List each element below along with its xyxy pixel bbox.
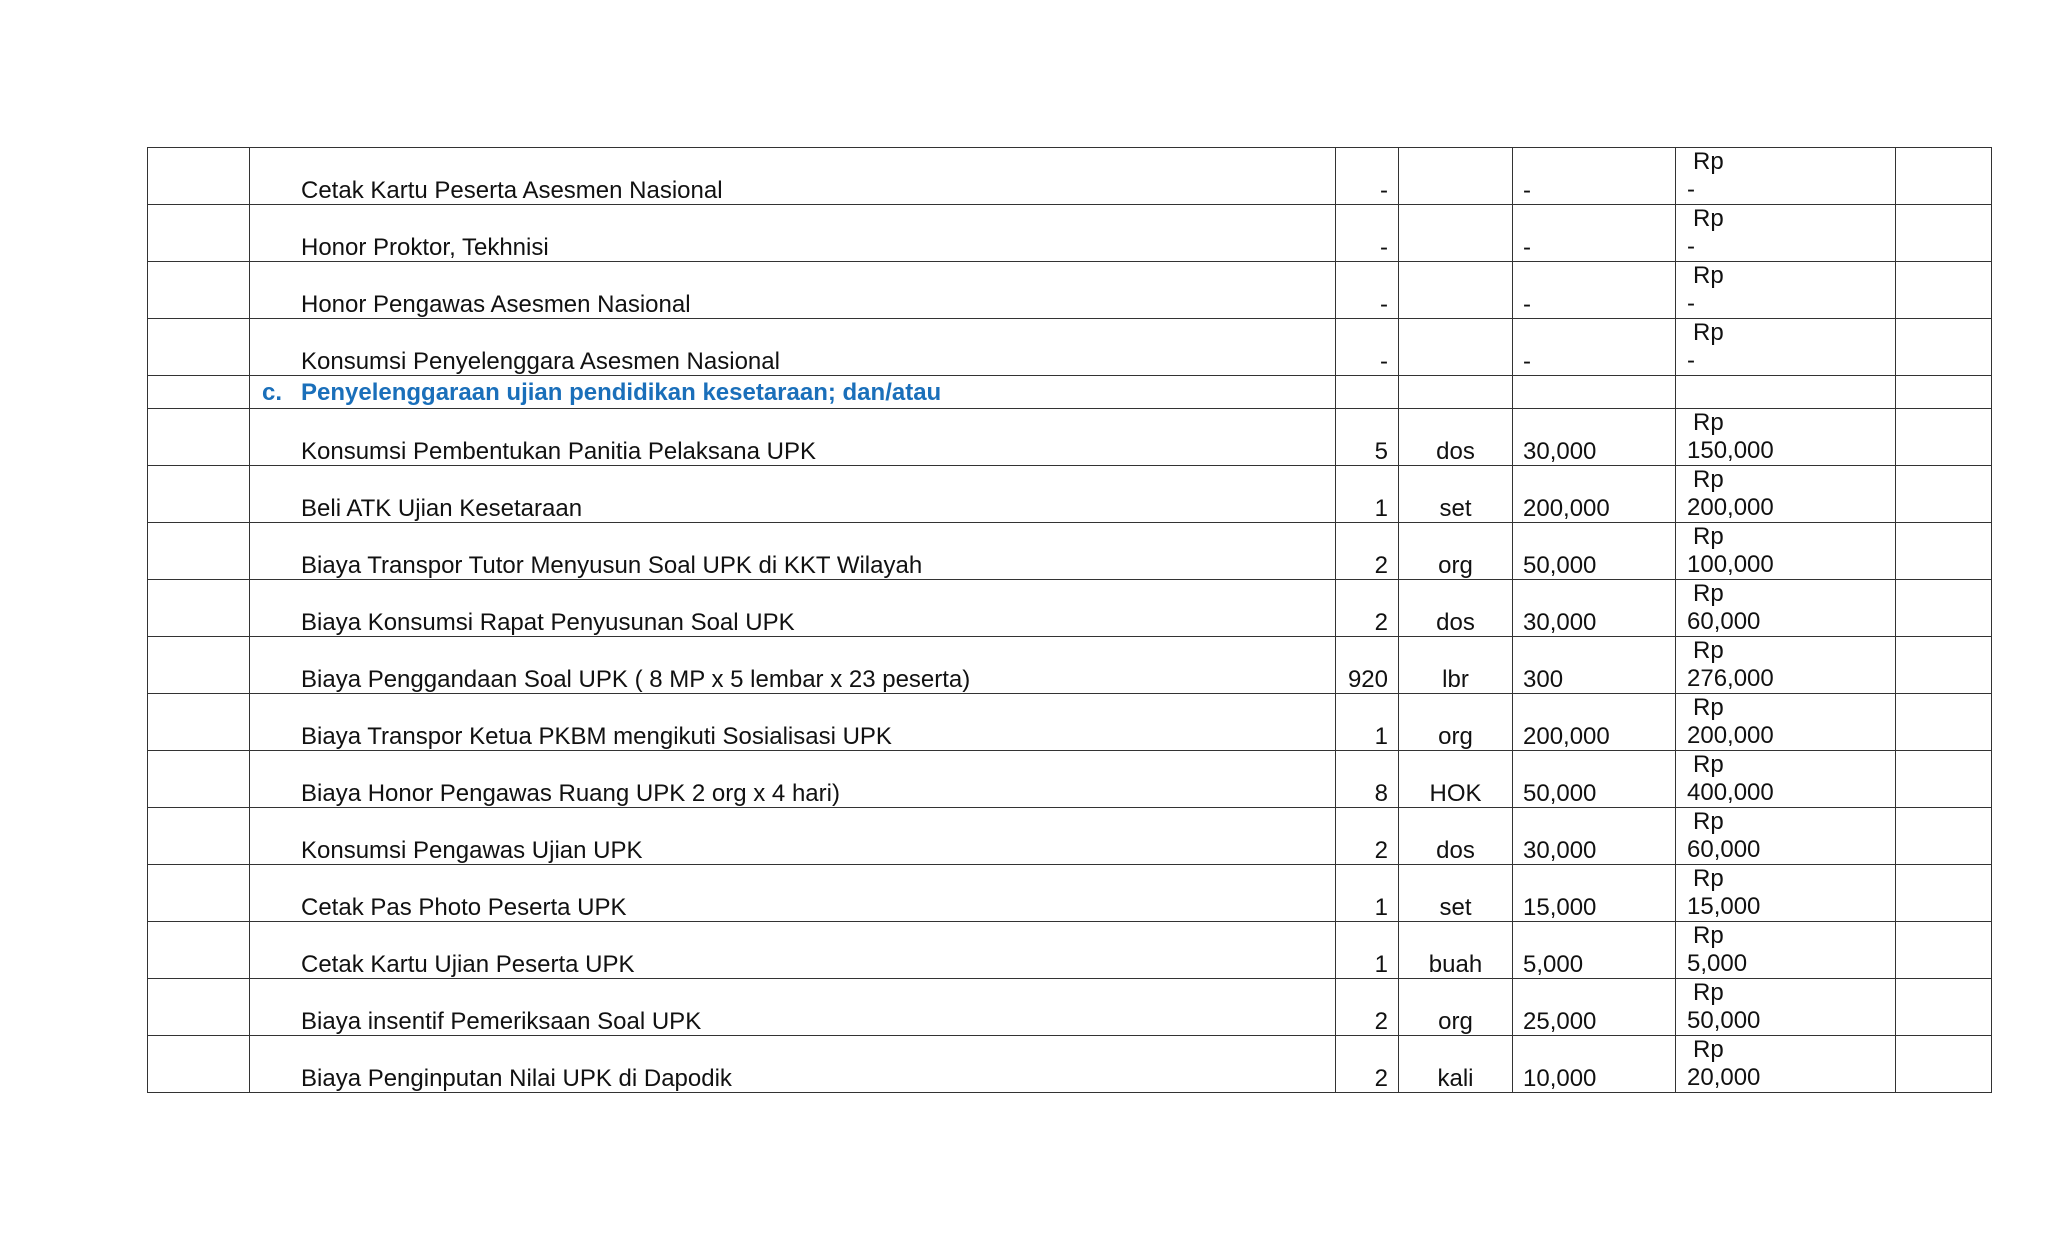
item-total-cell bbox=[1676, 580, 1896, 637]
cell-number bbox=[148, 319, 250, 376]
item-total-cell bbox=[1676, 922, 1896, 979]
item-unit: kali bbox=[1399, 1036, 1513, 1093]
item-name: Biaya Penginputan Nilai UPK di Dapodik bbox=[250, 1036, 1336, 1093]
item-qty: 2 bbox=[1336, 580, 1399, 637]
item-total-cell bbox=[1676, 808, 1896, 865]
item-price: 30,000 bbox=[1513, 409, 1676, 466]
item-price: - bbox=[1513, 205, 1676, 262]
item-name: Konsumsi Pengawas Ujian UPK bbox=[250, 808, 1336, 865]
item-qty: 1 bbox=[1336, 466, 1399, 523]
section-header-cell bbox=[250, 376, 1336, 409]
item-total-cell bbox=[1676, 409, 1896, 466]
cell-note bbox=[1896, 409, 1992, 466]
section-letter: c. bbox=[262, 379, 283, 406]
currency-label: Rp bbox=[1693, 409, 1724, 436]
cell-note bbox=[1896, 979, 1992, 1036]
item-price: 200,000 bbox=[1513, 694, 1676, 751]
table-row bbox=[148, 808, 1992, 865]
item-qty: 1 bbox=[1336, 865, 1399, 922]
item-unit: dos bbox=[1399, 580, 1513, 637]
section-c bbox=[148, 376, 1992, 409]
table-row bbox=[148, 694, 1992, 751]
item-total: 60,000 bbox=[1687, 608, 1761, 635]
item-unit: buah bbox=[1399, 922, 1513, 979]
table-body-section-c bbox=[148, 409, 1992, 1093]
table-row bbox=[148, 637, 1992, 694]
item-qty: - bbox=[1336, 205, 1399, 262]
item-total: 200,000 bbox=[1687, 722, 1774, 749]
currency-label: Rp bbox=[1693, 865, 1724, 892]
item-total-cell bbox=[1676, 751, 1896, 808]
item-price: - bbox=[1513, 262, 1676, 319]
table-row bbox=[148, 979, 1992, 1036]
currency-label: Rp bbox=[1693, 319, 1724, 346]
cell-number bbox=[148, 523, 250, 580]
table-row bbox=[148, 148, 1992, 205]
table-row bbox=[148, 466, 1992, 523]
item-total-cell bbox=[1676, 319, 1896, 376]
item-unit bbox=[1399, 205, 1513, 262]
cell-number bbox=[148, 1036, 250, 1093]
cell-note bbox=[1896, 148, 1992, 205]
item-total: 5,000 bbox=[1687, 950, 1748, 977]
cell-note bbox=[1896, 1036, 1992, 1093]
cell-number bbox=[148, 409, 250, 466]
item-price: 25,000 bbox=[1513, 979, 1676, 1036]
item-qty: - bbox=[1336, 319, 1399, 376]
item-unit bbox=[1399, 319, 1513, 376]
item-total-cell bbox=[1676, 1036, 1896, 1093]
currency-label: Rp bbox=[1693, 262, 1724, 289]
item-price: 5,000 bbox=[1513, 922, 1676, 979]
item-qty: 1 bbox=[1336, 694, 1399, 751]
section-header-row bbox=[148, 376, 1992, 409]
item-total: - bbox=[1687, 347, 1695, 374]
item-total-cell bbox=[1676, 694, 1896, 751]
currency-label: Rp bbox=[1693, 694, 1724, 721]
item-price: 50,000 bbox=[1513, 523, 1676, 580]
cell-number bbox=[148, 694, 250, 751]
table-row bbox=[148, 205, 1992, 262]
cell-note bbox=[1896, 637, 1992, 694]
currency-label: Rp bbox=[1693, 148, 1724, 175]
table-row bbox=[148, 922, 1992, 979]
cell-number bbox=[148, 751, 250, 808]
item-name: Biaya Penggandaan Soal UPK ( 8 MP x 5 lembar x 23 peserta) bbox=[250, 637, 1336, 694]
item-total: - bbox=[1687, 290, 1695, 317]
item-unit bbox=[1399, 148, 1513, 205]
item-price: 30,000 bbox=[1513, 808, 1676, 865]
item-unit: HOK bbox=[1399, 751, 1513, 808]
cell-unit bbox=[1399, 376, 1513, 409]
item-name: Biaya insentif Pemeriksaan Soal UPK bbox=[250, 979, 1336, 1036]
cell-note bbox=[1896, 694, 1992, 751]
item-qty: - bbox=[1336, 262, 1399, 319]
item-name: Beli ATK Ujian Kesetaraan bbox=[250, 466, 1336, 523]
item-total: 200,000 bbox=[1687, 494, 1774, 521]
item-qty: - bbox=[1336, 148, 1399, 205]
table-row bbox=[148, 751, 1992, 808]
item-name: Biaya Transpor Tutor Menyusun Soal UPK di KKT Wilayah bbox=[250, 523, 1336, 580]
cell-note bbox=[1896, 205, 1992, 262]
item-name: Biaya Konsumsi Rapat Penyusunan Soal UPK bbox=[250, 580, 1336, 637]
item-qty: 8 bbox=[1336, 751, 1399, 808]
item-unit: dos bbox=[1399, 409, 1513, 466]
cell-price bbox=[1513, 376, 1676, 409]
item-price: - bbox=[1513, 319, 1676, 376]
item-total-cell bbox=[1676, 148, 1896, 205]
cell-number bbox=[148, 637, 250, 694]
item-total: 60,000 bbox=[1687, 836, 1761, 863]
item-price: - bbox=[1513, 148, 1676, 205]
item-total-cell bbox=[1676, 637, 1896, 694]
item-unit: set bbox=[1399, 466, 1513, 523]
currency-label: Rp bbox=[1693, 580, 1724, 607]
currency-label: Rp bbox=[1693, 1036, 1724, 1063]
item-total: - bbox=[1687, 176, 1695, 203]
cell-number bbox=[148, 808, 250, 865]
item-total: 400,000 bbox=[1687, 779, 1774, 806]
item-price: 30,000 bbox=[1513, 580, 1676, 637]
table-row bbox=[148, 865, 1992, 922]
item-name: Konsumsi Penyelenggara Asesmen Nasional bbox=[250, 319, 1336, 376]
cell-note bbox=[1896, 865, 1992, 922]
currency-label: Rp bbox=[1693, 979, 1724, 1006]
item-total: 276,000 bbox=[1687, 665, 1774, 692]
table-body-top bbox=[148, 148, 1992, 376]
cell-number bbox=[148, 148, 250, 205]
currency-label: Rp bbox=[1693, 808, 1724, 835]
cell-note bbox=[1896, 808, 1992, 865]
item-name: Cetak Kartu Ujian Peserta UPK bbox=[250, 922, 1336, 979]
cell-note bbox=[1896, 319, 1992, 376]
item-name: Honor Proktor, Tekhnisi bbox=[250, 205, 1336, 262]
cell-total bbox=[1676, 376, 1896, 409]
item-total: 20,000 bbox=[1687, 1064, 1761, 1091]
table-row bbox=[148, 319, 1992, 376]
item-qty: 920 bbox=[1336, 637, 1399, 694]
currency-label: Rp bbox=[1693, 637, 1724, 664]
table-row bbox=[148, 523, 1992, 580]
item-total-cell bbox=[1676, 466, 1896, 523]
item-name: Honor Pengawas Asesmen Nasional bbox=[250, 262, 1336, 319]
item-qty: 1 bbox=[1336, 922, 1399, 979]
cell-note bbox=[1896, 580, 1992, 637]
item-name: Cetak Kartu Peserta Asesmen Nasional bbox=[250, 148, 1336, 205]
item-qty: 5 bbox=[1336, 409, 1399, 466]
budget-table bbox=[147, 147, 1992, 1093]
item-unit: org bbox=[1399, 694, 1513, 751]
item-price: 15,000 bbox=[1513, 865, 1676, 922]
item-name: Cetak Pas Photo Peserta UPK bbox=[250, 865, 1336, 922]
item-unit: dos bbox=[1399, 808, 1513, 865]
item-qty: 2 bbox=[1336, 979, 1399, 1036]
table-row bbox=[148, 262, 1992, 319]
cell-note bbox=[1896, 922, 1992, 979]
cell-number bbox=[148, 979, 250, 1036]
currency-label: Rp bbox=[1693, 523, 1724, 550]
cell-note bbox=[1896, 523, 1992, 580]
item-total: 15,000 bbox=[1687, 893, 1761, 920]
cell-number bbox=[148, 205, 250, 262]
currency-label: Rp bbox=[1693, 466, 1724, 493]
item-total: - bbox=[1687, 233, 1695, 260]
item-unit bbox=[1399, 262, 1513, 319]
item-qty: 2 bbox=[1336, 808, 1399, 865]
cell-note bbox=[1896, 751, 1992, 808]
item-qty: 2 bbox=[1336, 1036, 1399, 1093]
item-price: 200,000 bbox=[1513, 466, 1676, 523]
item-total: 50,000 bbox=[1687, 1007, 1761, 1034]
item-total-cell bbox=[1676, 205, 1896, 262]
cell-number bbox=[148, 466, 250, 523]
item-unit: lbr bbox=[1399, 637, 1513, 694]
item-unit: set bbox=[1399, 865, 1513, 922]
item-unit: org bbox=[1399, 979, 1513, 1036]
item-total-cell bbox=[1676, 262, 1896, 319]
item-name: Konsumsi Pembentukan Panitia Pelaksana UPK bbox=[250, 409, 1336, 466]
currency-label: Rp bbox=[1693, 205, 1724, 232]
cell-number bbox=[148, 865, 250, 922]
item-total: 100,000 bbox=[1687, 551, 1774, 578]
cell-number bbox=[148, 262, 250, 319]
item-total-cell bbox=[1676, 865, 1896, 922]
item-total-cell bbox=[1676, 523, 1896, 580]
item-price: 300 bbox=[1513, 637, 1676, 694]
item-name: Biaya Honor Pengawas Ruang UPK 2 org x 4 hari) bbox=[250, 751, 1336, 808]
cell-note bbox=[1896, 376, 1992, 409]
cell-number bbox=[148, 376, 250, 409]
cell-number bbox=[148, 922, 250, 979]
item-qty: 2 bbox=[1336, 523, 1399, 580]
item-unit: org bbox=[1399, 523, 1513, 580]
item-name: Biaya Transpor Ketua PKBM mengikuti Sosialisasi UPK bbox=[250, 694, 1336, 751]
cell-note bbox=[1896, 466, 1992, 523]
section-title: Penyelenggaraan ujian pendidikan kesetaraan; dan/atau bbox=[301, 379, 942, 406]
cell-qty bbox=[1336, 376, 1399, 409]
currency-label: Rp bbox=[1693, 922, 1724, 949]
item-price: 50,000 bbox=[1513, 751, 1676, 808]
table-row bbox=[148, 409, 1992, 466]
item-total-cell bbox=[1676, 979, 1896, 1036]
cell-note bbox=[1896, 262, 1992, 319]
table-row bbox=[148, 1036, 1992, 1093]
cell-number bbox=[148, 580, 250, 637]
currency-label: Rp bbox=[1693, 751, 1724, 778]
item-total: 150,000 bbox=[1687, 437, 1774, 464]
table-row bbox=[148, 580, 1992, 637]
item-price: 10,000 bbox=[1513, 1036, 1676, 1093]
